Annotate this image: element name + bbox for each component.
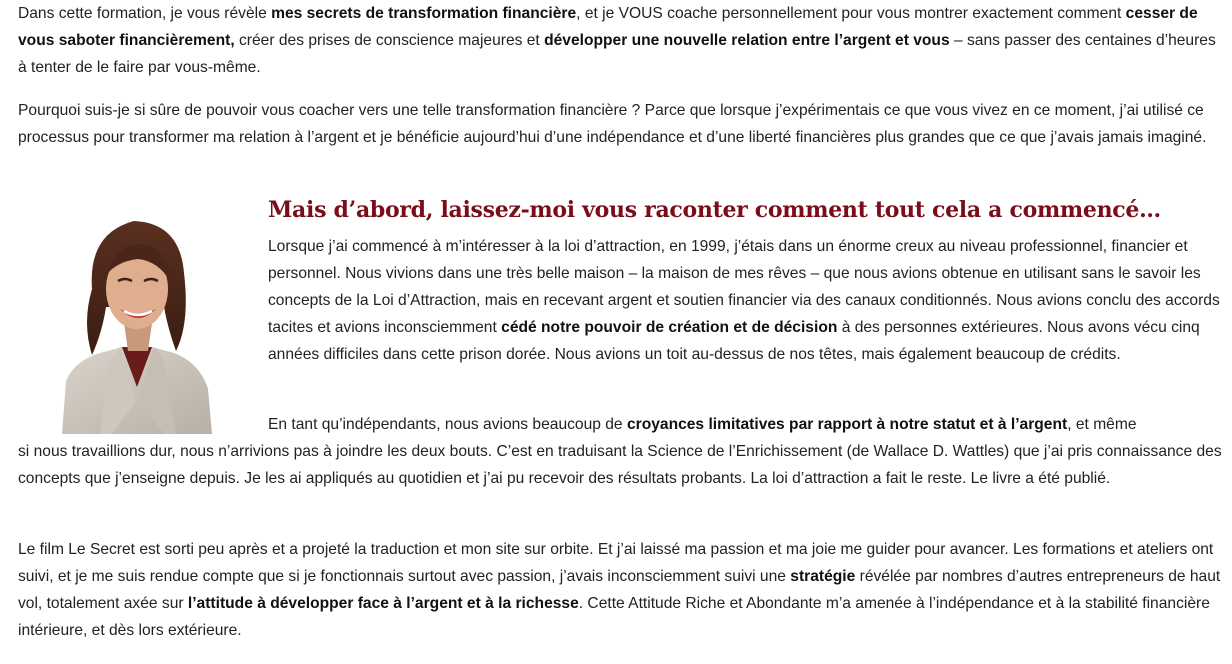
bold-text: croyances limitatives par rapport à notre statut et à l’argent: [626, 416, 1068, 433]
text-run: , et même: [1067, 416, 1137, 433]
paragraph-first-line: [268, 411, 1224, 438]
text-run: Lorsque j’ai commencé à m’intéresser à la loi d’attraction, en 1999, j’étais dans un énorme creux au niveau professionnel, financier et personnel. Nous vivions dans une très belle maison – la maison de mes rêves – que nous avions obtenue en utilisant sans le savoir les concepts de la Loi d’Attraction, mais en recevant argent et soutien financier via des canaux conditionnés. Nous avions conclu des accords tacites et avions inconsciemment: [268, 238, 1220, 336]
heading-text: Mais d’abord, laissez-moi vous raconter comment tout cela a commencé: [268, 197, 1140, 223]
text-run: . Cette Attitude Riche et Abondante m’a amenée à l’indépendance et à la stabilité financière intérieure, et dès lors extérieure.: [18, 595, 1210, 639]
bold-text: stratégie: [790, 568, 856, 585]
bold-text: cédé notre pouvoir de création et de décision: [501, 319, 838, 336]
paragraph-continuation: si nous travaillions dur, nous n’arrivions pas à joindre les deux bouts. C’est en traduisant la Science de l’Enrichissement (de Wallace D. Wattles) que j’ai pris connaissance des concepts que j’enseigne depuis. Je les ai appliqués au quotidien et j’ai pu recevoir des résultats probants. La loi d’attraction a fait le reste. Le livre a été publié.: [18, 443, 1222, 487]
section-heading: [268, 194, 1218, 226]
bold-text: mes secrets de transformation financière: [271, 5, 577, 22]
text-run: – sans passer des centaines d’heures à tenter de le faire par vous-même.: [18, 32, 1216, 76]
text-run: En tant qu’indépendants, nous avions beaucoup de: [268, 416, 627, 433]
text-run: Dans cette formation, je vous révèle: [18, 5, 272, 22]
text-run: , et je VOUS coache personnellement pour vous montrer exactement comment: [576, 5, 1126, 22]
text-run: créer des prises de conscience majeures et: [234, 32, 545, 49]
author-portrait-photo: [52, 211, 220, 434]
heading-ellipsis: …: [1139, 197, 1161, 223]
bold-text: l’attitude à développer face à l’argent et à la richesse: [187, 595, 579, 612]
text-run: à des personnes extérieures. Nous avons vécu cinq années difficiles dans cette prison dorée. Nous avions un toit au-dessus de nos têtes, mais également beaucoup de crédits.: [268, 319, 1200, 363]
story-paragraph: [268, 233, 1224, 368]
film-paragraph: [18, 536, 1224, 644]
text-run: Le film Le Secret est sorti peu après et a projeté la traduction et mon site sur orbite. Et j’ai laissé ma passion et ma joie me guider pour avancer. Les formations et ateliers ont suivi, et je me suis rendue compte que si je fonctionnais surtout avec passion, j’avais inconsciemment suivi une: [18, 541, 1214, 585]
bold-text: développer une nouvelle relation entre l’argent et vous: [544, 32, 950, 49]
bold-text: cesser de vous saboter financièrement,: [18, 5, 1198, 49]
why-paragraph: Pourquoi suis-je si sûre de pouvoir vous coacher vers une telle transformation financière ? Parce que lorsque j’expérimentais ce que vous vivez en ce moment, j’ai utilisé ce processus pour transformer ma relation à l’argent et je bénéficie aujourd’hui d’une indépendance et d’une liberté financières plus grandes que ce que j’avais jamais imaginé.: [18, 102, 1207, 146]
text-run: révélée par nombres d’autres entrepreneurs de haut vol, totalement axée sur: [18, 568, 1221, 612]
intro-paragraph: [18, 0, 1224, 81]
